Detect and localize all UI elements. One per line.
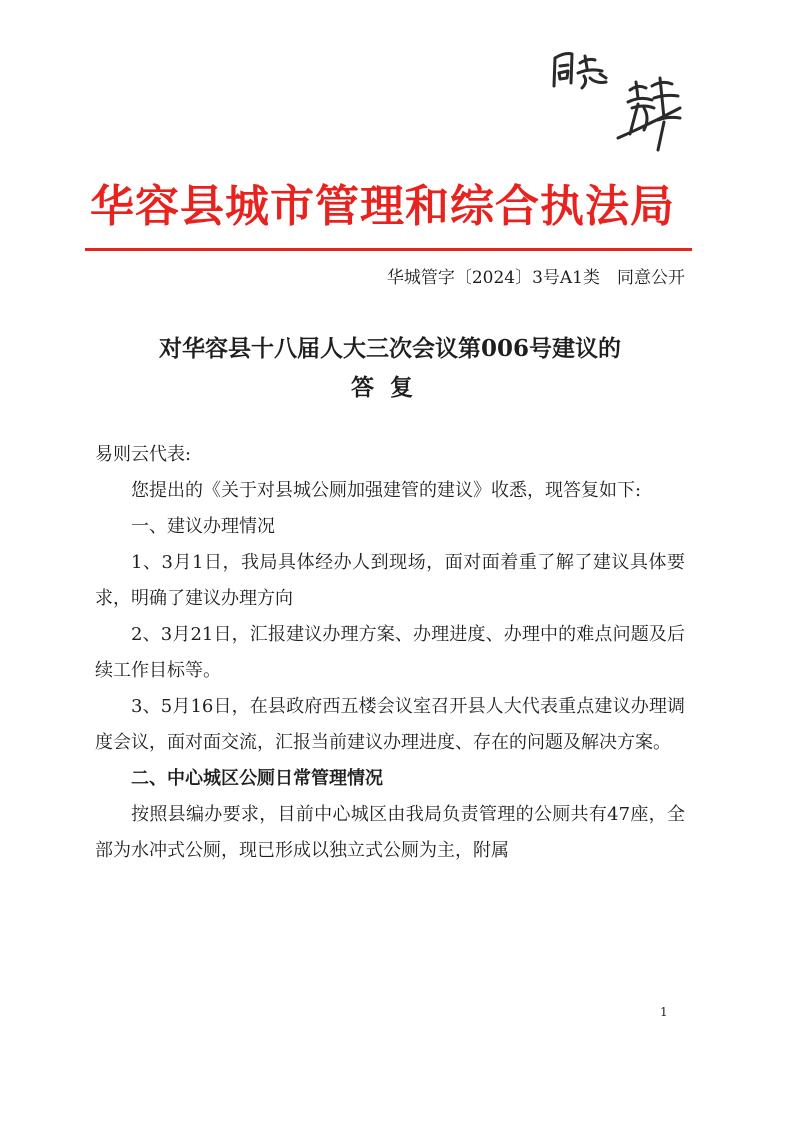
body-paragraph: 3、5月16日，在县政府西五楼会议室召开县人大代表重点建议办理调度会议，面对面交流，汇报当前建议办理进度、存在的问题及解决方案。 — [95, 696, 685, 753]
body-paragraph: 2、3月21日，汇报建议办理方案、办理进度、办理中的难点问题及后续工作目标等。 — [95, 624, 685, 681]
document-body — [95, 437, 685, 869]
handwritten-signature — [540, 38, 690, 178]
section-heading: 二、中心城区公厕日常管理情况 — [131, 768, 383, 789]
document-number: 华城管字〔2024〕3号A1类 同意公开 — [386, 268, 685, 288]
body-paragraph: 1、3月1日，我局具体经办人到现场，面对面着重了解了建议具体要求，明确了建议办理方向 — [95, 552, 685, 609]
document-title — [90, 330, 690, 402]
body-paragraph: 按照县编办要求，目前中心城区由我局负责管理的公厕共有47座，全部为水冲式公厕，现已形成以独立式公厕为主，附属 — [95, 804, 685, 861]
document-title-line-1: 对华容县十八届人大三次会议第006号建议的 — [158, 335, 621, 362]
document-title-line-2: 答复 — [351, 374, 429, 401]
letterhead-org-name: 华容县城市管理和综合执法局 — [90, 181, 675, 232]
section-heading: 一、建议办理情况 — [131, 516, 275, 537]
page-number: 1 — [660, 1005, 668, 1019]
body-paragraph: 您提出的《关于对县城公厕加强建管的建议》收悉，现答复如下: — [131, 480, 642, 501]
salutation: 易则云代表: — [95, 444, 192, 465]
letterhead-red-rule — [85, 248, 692, 251]
